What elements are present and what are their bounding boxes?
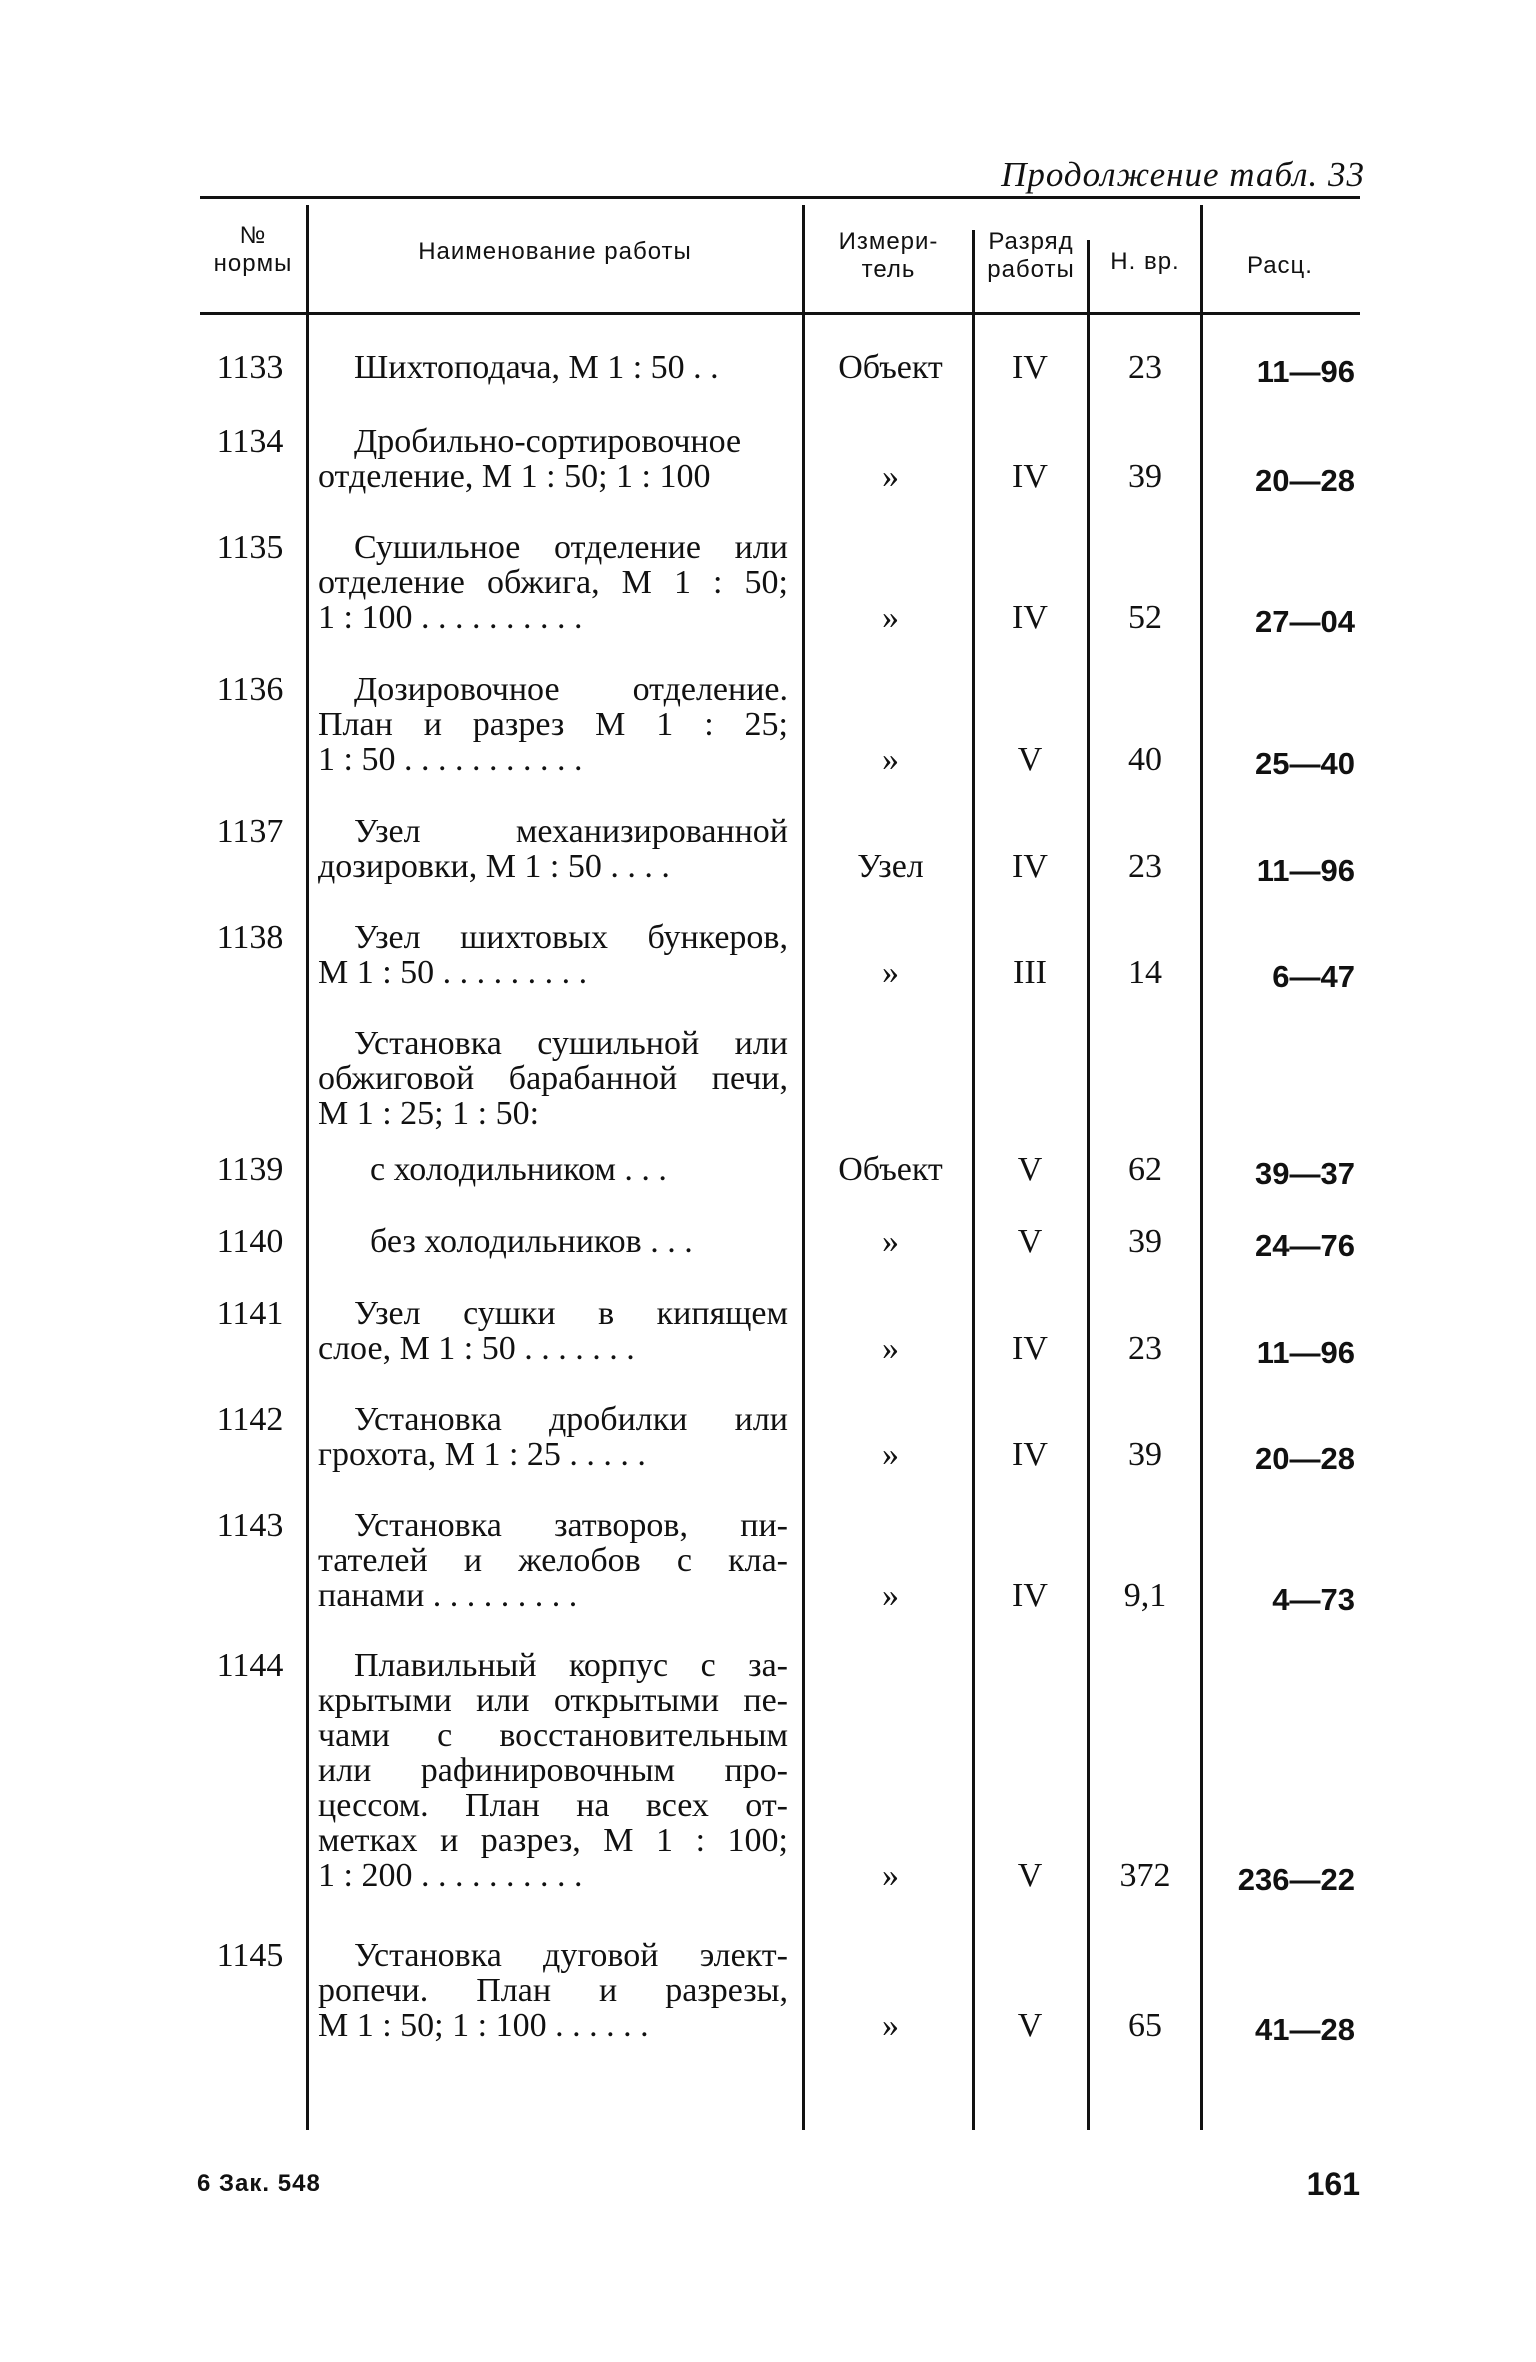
row-grade: V bbox=[1017, 741, 1043, 778]
row-name bbox=[318, 814, 788, 884]
row-grade: IV bbox=[1012, 599, 1048, 636]
row-number: 1143 bbox=[216, 1507, 284, 1544]
header-hours: Н. вр. bbox=[1110, 248, 1180, 275]
row-rate: 11—96 bbox=[1256, 1335, 1355, 1370]
row-rate: 4—73 bbox=[1272, 1582, 1355, 1617]
row-name bbox=[318, 1402, 788, 1472]
row-name-line: Узел механизированной bbox=[354, 813, 788, 850]
row-rate: 11—96 bbox=[1256, 853, 1355, 888]
row-grade: IV bbox=[1012, 1436, 1048, 1473]
row-name-line: Установка сушильной или bbox=[354, 1025, 788, 1062]
row-unit: » bbox=[882, 1330, 899, 1367]
row-number: 1136 bbox=[216, 671, 284, 708]
row-name bbox=[318, 1026, 788, 1131]
row-rate: 39—37 bbox=[1255, 1156, 1355, 1191]
row-name-line: 1 : 50 . . . . . . . . . . . bbox=[318, 741, 583, 778]
row-hours: 39 bbox=[1128, 1223, 1162, 1260]
row-number: 1135 bbox=[216, 529, 284, 566]
row-rate: 20—28 bbox=[1255, 1441, 1355, 1476]
row-number: 1137 bbox=[216, 813, 284, 850]
row-name bbox=[318, 424, 788, 494]
row-hours: 23 bbox=[1128, 349, 1162, 386]
row-name-line: Узел сушки в кипящем bbox=[354, 1295, 788, 1332]
row-name-line: с холодильником . . . bbox=[370, 1151, 667, 1188]
row-name-line: М 1 : 50; 1 : 100 . . . . . . bbox=[318, 2007, 649, 2044]
row-name-line: крытыми или открытыми пе- bbox=[318, 1682, 788, 1719]
row-unit: » bbox=[882, 1857, 899, 1894]
row-name-line: без холодильников . . . bbox=[370, 1223, 693, 1260]
row-name-line: грохота, М 1 : 25 . . . . . bbox=[318, 1436, 646, 1473]
header-top-rule bbox=[200, 196, 1360, 199]
header-rate: Расц. bbox=[1247, 252, 1313, 279]
row-hours: 40 bbox=[1128, 741, 1162, 778]
row-unit: Объект bbox=[838, 1151, 943, 1188]
row-grade: IV bbox=[1012, 848, 1048, 885]
header-num bbox=[200, 222, 306, 278]
row-unit: » bbox=[882, 741, 899, 778]
row-name bbox=[318, 1508, 788, 1613]
row-name-line: 1 : 100 . . . . . . . . . . bbox=[318, 599, 583, 636]
row-hours: 52 bbox=[1128, 599, 1162, 636]
column-divider bbox=[1200, 205, 1203, 2130]
row-name-line: План и разрез М 1 : 25; bbox=[318, 706, 788, 743]
row-hours: 39 bbox=[1128, 458, 1162, 495]
row-number: 1144 bbox=[216, 1647, 284, 1684]
row-unit: » bbox=[882, 458, 899, 495]
row-grade: V bbox=[1017, 2007, 1043, 2044]
row-unit: Узел bbox=[857, 848, 924, 885]
row-rate: 41—28 bbox=[1255, 2012, 1355, 2047]
row-rate: 20—28 bbox=[1255, 463, 1355, 498]
column-divider bbox=[802, 205, 805, 2130]
row-unit: » bbox=[882, 954, 899, 991]
row-name-line: 1 : 200 . . . . . . . . . . bbox=[318, 1857, 583, 1894]
row-unit: Объект bbox=[838, 349, 943, 386]
row-name-line: Дробильно-сортировочное bbox=[354, 423, 742, 460]
row-grade: IV bbox=[1012, 349, 1048, 386]
row-name bbox=[318, 1938, 788, 2043]
row-name-line: Шихтоподача, М 1 : 50 . . bbox=[354, 349, 719, 386]
row-name-line: Узел шихтовых бункеров, bbox=[354, 919, 788, 956]
header-unit bbox=[806, 228, 971, 284]
row-grade: IV bbox=[1012, 1330, 1048, 1367]
row-grade: III bbox=[1013, 954, 1047, 991]
row-name-line: слое, М 1 : 50 . . . . . . . bbox=[318, 1330, 635, 1367]
row-hours: 23 bbox=[1128, 1330, 1162, 1367]
header-grade bbox=[975, 228, 1087, 284]
header-unit-line1: Измери- bbox=[838, 228, 939, 255]
row-name-line: тателей и желобов с кла- bbox=[318, 1542, 788, 1579]
row-name-line: дозировки, М 1 : 50 . . . . bbox=[318, 848, 670, 885]
row-name-line: Дозировочное отделение. bbox=[354, 671, 788, 708]
row-rate: 25—40 bbox=[1255, 746, 1355, 781]
row-name-line: или рафинировочным про- bbox=[318, 1752, 788, 1789]
page-number: 161 bbox=[1306, 2166, 1360, 2202]
row-name bbox=[318, 920, 788, 990]
row-rate: 236—22 bbox=[1237, 1862, 1355, 1897]
row-name-line: Плавильный корпус с за- bbox=[354, 1647, 788, 1684]
row-grade: IV bbox=[1012, 458, 1048, 495]
header-name: Наименование работы bbox=[418, 238, 692, 265]
row-name-line: ропечи. План и разрезы, bbox=[318, 1972, 788, 2009]
row-name bbox=[318, 530, 788, 635]
row-name-line: отделение обжига, М 1 : 50; bbox=[318, 564, 788, 601]
header-num-line2: нормы bbox=[213, 250, 293, 277]
header-grade-line1: Разряд bbox=[988, 228, 1074, 255]
row-name-line: панами . . . . . . . . . bbox=[318, 1577, 578, 1614]
row-name-line: Установка дробилки или bbox=[354, 1401, 788, 1438]
row-unit: » bbox=[882, 1436, 899, 1473]
header-bottom-rule bbox=[200, 312, 1360, 315]
row-name-line: Установка затворов, пи- bbox=[354, 1507, 788, 1544]
row-name bbox=[318, 1648, 788, 1893]
footer-order-mark: 6 Зак. 548 bbox=[197, 2170, 321, 2197]
row-number: 1140 bbox=[216, 1223, 284, 1260]
header-num-line1: № bbox=[239, 222, 267, 249]
row-name bbox=[318, 1296, 788, 1366]
row-number: 1138 bbox=[216, 919, 284, 956]
row-number: 1139 bbox=[216, 1151, 284, 1188]
row-hours: 372 bbox=[1119, 1857, 1171, 1894]
row-hours: 14 bbox=[1128, 954, 1162, 991]
header-grade-line2: работы bbox=[987, 256, 1075, 283]
row-hours: 65 bbox=[1128, 2007, 1162, 2044]
row-name bbox=[318, 1224, 788, 1259]
row-name-line: М 1 : 50 . . . . . . . . . bbox=[318, 954, 588, 991]
row-name bbox=[318, 350, 788, 385]
row-name-line: обжиговой барабанной печи, bbox=[318, 1060, 788, 1097]
row-name bbox=[318, 1152, 788, 1187]
row-name-line: чами с восстановительным bbox=[318, 1717, 788, 1754]
header-unit-line2: тель bbox=[861, 256, 916, 283]
row-hours: 9,1 bbox=[1123, 1577, 1167, 1614]
row-unit: » bbox=[882, 1577, 899, 1614]
row-unit: » bbox=[882, 2007, 899, 2044]
row-rate: 27—04 bbox=[1255, 604, 1355, 639]
row-number: 1133 bbox=[216, 349, 284, 386]
row-rate: 6—47 bbox=[1272, 959, 1355, 994]
row-hours: 39 bbox=[1128, 1436, 1162, 1473]
row-rate: 24—76 bbox=[1255, 1228, 1355, 1263]
row-name bbox=[318, 672, 788, 777]
row-number: 1134 bbox=[216, 423, 284, 460]
row-hours: 23 bbox=[1128, 848, 1162, 885]
row-rate: 11—96 bbox=[1256, 354, 1355, 389]
row-name-line: Сушильное отделение или bbox=[354, 529, 788, 566]
row-grade: V bbox=[1017, 1223, 1043, 1260]
row-name-line: М 1 : 25; 1 : 50: bbox=[318, 1095, 540, 1132]
row-grade: IV bbox=[1012, 1577, 1048, 1614]
row-grade: V bbox=[1017, 1151, 1043, 1188]
row-name-line: метках и разрез, М 1 : 100; bbox=[318, 1822, 788, 1859]
row-unit: » bbox=[882, 1223, 899, 1260]
row-hours: 62 bbox=[1128, 1151, 1162, 1188]
row-name-line: Установка дуговой элект- bbox=[354, 1937, 788, 1974]
table-caption: Продолжение табл. 33 bbox=[1001, 155, 1365, 194]
row-number: 1145 bbox=[216, 1937, 284, 1974]
row-number: 1142 bbox=[216, 1401, 284, 1438]
row-name-line: отделение, М 1 : 50; 1 : 100 bbox=[318, 458, 711, 495]
row-unit: » bbox=[882, 599, 899, 636]
row-number: 1141 bbox=[216, 1295, 284, 1332]
row-name-line: цессом. План на всех от- bbox=[318, 1787, 788, 1824]
column-divider bbox=[306, 205, 309, 2130]
row-grade: V bbox=[1017, 1857, 1043, 1894]
